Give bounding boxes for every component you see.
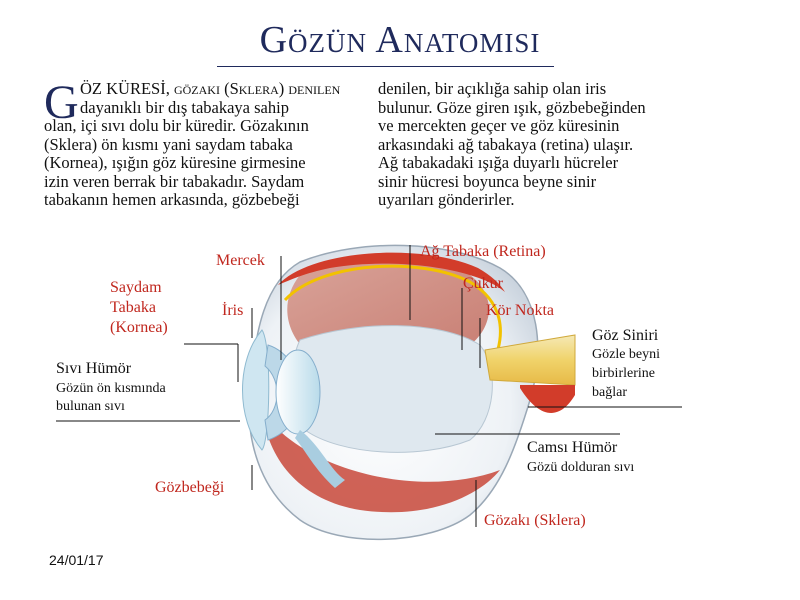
label-camsi-humor: Camsı Hümör: [527, 439, 618, 456]
label-cukur: Çukur: [463, 275, 503, 292]
intro-line: ÖZ KÜRESİ, gözakı (Sklera) denilen: [80, 79, 341, 98]
intro-line: (Kornea), ışığın göz küresine girmesine: [44, 153, 306, 172]
intro-line: Ağ tabakadaki ışığa duyarlı hücreler: [378, 153, 619, 172]
label-kor-nokta: Kör Nokta: [486, 302, 554, 319]
intro-line: ve mercekten geçer ve göz küresinin: [378, 116, 620, 135]
intro-line: tabakanın hemen arkasında, gözbebeği: [44, 190, 300, 209]
intro-line: bulunur. Göze giren ışık, gözbebeğinden: [378, 97, 646, 117]
nerve-sheath: [520, 385, 575, 413]
label-gozbebegi: Gözbebeği: [155, 479, 225, 496]
label-retina: Ağ Tabaka (Retina): [420, 243, 546, 260]
intro-line: sinir hücresi boyunca beyne sinir: [378, 171, 597, 191]
label-kornea-line2: Tabaka: [110, 299, 156, 316]
label-sivi-humor: Sıvı Hümör: [56, 360, 132, 377]
intro-line: (Sklera) ön kısmı yani saydam tabaka: [44, 134, 293, 154]
footer-date: 24/01/17: [49, 552, 104, 568]
cornea-shape: [243, 330, 269, 450]
intro-line: olan, içi sıvı dolu bir küredir. Gözakının: [44, 116, 309, 135]
intro-line: dayanıklı bir dış tabakaya sahip: [80, 97, 289, 117]
label-kornea-line3: (Kornea): [110, 319, 168, 336]
label-sivi-humor-desc1: Gözün ön kısmında: [56, 381, 166, 396]
intro-line: arkasındaki ağ tabakaya (retina) ulaşır.: [378, 134, 634, 154]
label-sklera: Gözakı (Sklera): [484, 512, 586, 529]
lens-shape: [276, 350, 320, 434]
label-goz-siniri-desc2: birbirlerine: [592, 366, 655, 381]
label-kornea-line1: Saydam: [110, 279, 162, 296]
label-goz-siniri: Göz Siniri: [592, 327, 659, 344]
label-mercek: Mercek: [216, 252, 265, 269]
label-iris: İris: [222, 302, 244, 319]
label-camsi-humor-desc: Gözü dolduran sıvı: [527, 460, 635, 475]
intro-line: denilen, bir açıklığa sahip olan iris: [378, 79, 607, 98]
intro-line: izin veren berrak bir tabakadır. Saydam: [44, 171, 305, 191]
page-title: Gözün Anatomisi: [259, 19, 541, 61]
label-goz-siniri-desc3: bağlar: [592, 385, 627, 400]
label-sivi-humor-desc2: bulunan sıvı: [56, 399, 125, 414]
intro-line: uyarıları gönderirler.: [378, 190, 515, 209]
drop-cap: G: [44, 76, 79, 129]
label-goz-siniri-desc1: Gözle beyni: [592, 347, 661, 362]
